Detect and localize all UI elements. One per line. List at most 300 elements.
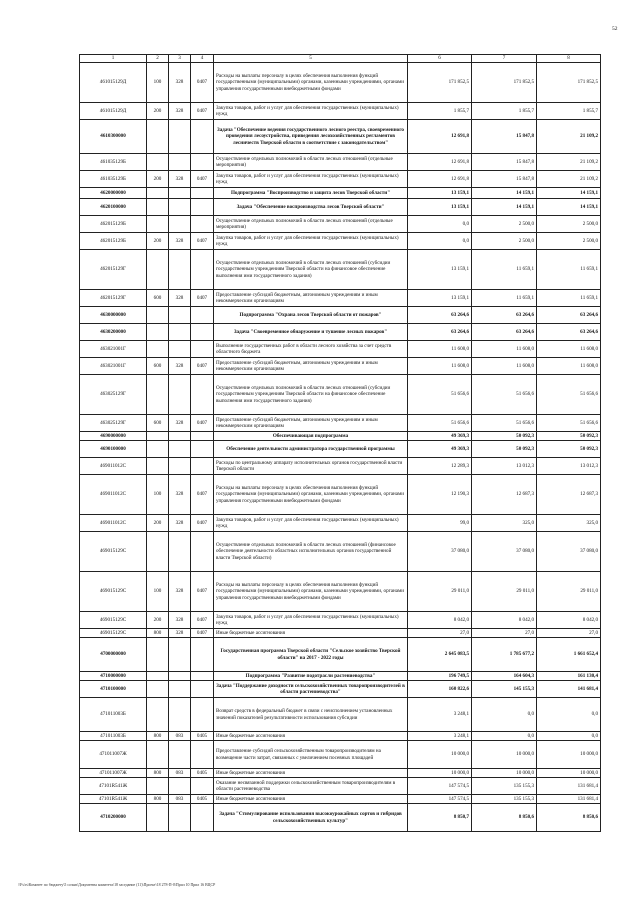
row-administrator: 328: [169, 515, 191, 532]
row-administrator: [169, 741, 191, 769]
row-code: 4710100000: [80, 681, 147, 698]
row-section: [191, 681, 214, 698]
row-code: 4630200000: [80, 324, 147, 341]
row-amount-year2: 11 608,0: [472, 358, 537, 375]
row-code: 4620100000: [80, 199, 147, 216]
row-name: Расходы на выплаты персоналу в целях обеспечения выполнения функций государственными (муниципальными) органами, казенными учреждениями, органами управления государственными внебюджетными фондами: [214, 475, 408, 515]
row-name: Предоставление субсидий бюджетным, автономным учреждениям и иным некоммерческим организациям: [214, 358, 408, 375]
row-code: 4620000000: [80, 188, 147, 199]
row-amount-year1: 10 000,0: [408, 769, 472, 778]
row-code: 469011012С: [80, 475, 147, 515]
row-amount-year3: 50 092,3: [537, 432, 601, 441]
row-expense-type: [147, 741, 169, 769]
row-code: 463025129Г: [80, 415, 147, 432]
row-administrator: 328: [169, 103, 191, 120]
row-amount-year1: 12 691,8: [408, 171, 472, 188]
row-code: 462015129Г: [80, 250, 147, 290]
row-amount-year2: 1 855,7: [472, 103, 537, 120]
row-section: [191, 672, 214, 681]
row-administrator: [169, 681, 191, 698]
row-code: 471011003Б: [80, 732, 147, 741]
row-expense-type: [147, 672, 169, 681]
row-amount-year2: 145 155,3: [472, 681, 537, 698]
row-expense-type: 200: [147, 171, 169, 188]
table-row: [80, 188, 601, 199]
row-amount-year2: 2 500,0: [472, 233, 537, 250]
row-amount-year3: 325,0: [537, 515, 601, 532]
row-amount-year1: 0,0: [408, 233, 472, 250]
table-row: [80, 358, 601, 375]
row-name: Иные бюджетные ассигнования: [214, 769, 408, 778]
row-amount-year3: 10 000,0: [537, 741, 601, 769]
row-amount-year3: 13 012,3: [537, 458, 601, 475]
row-administrator: 328: [169, 629, 191, 638]
row-code: 4710000000: [80, 672, 147, 681]
row-section: [191, 698, 214, 732]
row-amount-year2: 63 264,6: [472, 324, 537, 341]
row-name: Обеспечивающая подпрограмма: [214, 432, 408, 441]
row-administrator: [169, 250, 191, 290]
row-administrator: 083: [169, 769, 191, 778]
row-section: 0407: [191, 515, 214, 532]
row-amount-year1: 12 289,3: [408, 458, 472, 475]
header-cell: 2: [147, 55, 169, 63]
row-amount-year2: 15 847,8: [472, 154, 537, 171]
row-amount-year3: 29 011,0: [537, 572, 601, 612]
row-code: 461035129Б: [80, 154, 147, 171]
row-section: 0407: [191, 612, 214, 629]
row-name: Предоставление субсидий бюджетным, автономным учреждениям и иным некоммерческим организациям: [214, 290, 408, 307]
row-section: [191, 778, 214, 795]
row-code: 4610300000: [80, 120, 147, 154]
row-administrator: [169, 532, 191, 572]
table-row: [80, 638, 601, 672]
row-expense-type: [147, 778, 169, 795]
row-expense-type: 200: [147, 515, 169, 532]
row-name: Предоставление субсидий сельскохозяйственным товаропроизводителям на возмещение части затрат, связанных с увеличением посевных площадей: [214, 741, 408, 769]
row-name: Обеспечение деятельности администратора государственной программы: [214, 441, 408, 458]
row-administrator: 083: [169, 795, 191, 804]
table-row: [80, 532, 601, 572]
row-code: 47101R541Ж: [80, 778, 147, 795]
row-administrator: [169, 154, 191, 171]
row-amount-year1: 49 369,3: [408, 432, 472, 441]
row-name: Закупка товаров, работ и услуг для обеспечения государственных (муниципальных) нужд: [214, 103, 408, 120]
table-row: [80, 103, 601, 120]
row-amount-year3: 131 681,4: [537, 778, 601, 795]
row-administrator: [169, 432, 191, 441]
row-section: [191, 199, 214, 216]
row-administrator: 328: [169, 572, 191, 612]
row-section: [191, 324, 214, 341]
row-name: Осуществление отдельных полномочий в области лесных отношений (отдельные мероприятия): [214, 216, 408, 233]
row-expense-type: 200: [147, 612, 169, 629]
table-row: [80, 612, 601, 629]
row-code: 4700000000: [80, 638, 147, 672]
row-code: 471011003Б: [80, 698, 147, 732]
row-expense-type: [147, 216, 169, 233]
row-section: [191, 216, 214, 233]
row-amount-year3: 141 681,4: [537, 681, 601, 698]
row-administrator: [169, 672, 191, 681]
table-row: [80, 698, 601, 732]
row-expense-type: [147, 375, 169, 415]
file-path-footer: \\Fs\rs\Комитет по бюджету\5 созыв\Документы комитета\18 заседание (11)\Проект\18 278-П-0\Прил 10 Прил 16 ВЦСР: [18, 883, 216, 887]
row-amount-year1: 11 608,0: [408, 341, 472, 358]
row-amount-year2: 0,0: [472, 732, 537, 741]
row-amount-year1: 12 190,3: [408, 475, 472, 515]
row-administrator: 328: [169, 612, 191, 629]
row-amount-year3: 21 109,2: [537, 120, 601, 154]
row-amount-year1: 196 749,5: [408, 672, 472, 681]
table-row: [80, 741, 601, 769]
row-amount-year3: 11 608,0: [537, 358, 601, 375]
row-amount-year1: 3 248,1: [408, 732, 472, 741]
row-code: 462015129Б: [80, 233, 147, 250]
row-administrator: [169, 778, 191, 795]
table-row: [80, 341, 601, 358]
row-name: Осуществление отдельных полномочий в области лесных отношений (субсидии государственным учреждениям Тверской области на финансовое обеспечение выполнения ими государственного задания): [214, 250, 408, 290]
row-amount-year3: 0,0: [537, 732, 601, 741]
table-row: [80, 154, 601, 171]
row-amount-year1: 12 691,8: [408, 154, 472, 171]
table-row: [80, 233, 601, 250]
row-amount-year1: 160 822,6: [408, 681, 472, 698]
row-code: 463021001Г: [80, 341, 147, 358]
row-expense-type: [147, 804, 169, 832]
row-code: 4710200000: [80, 804, 147, 832]
row-amount-year3: 37 080,0: [537, 532, 601, 572]
table-row: [80, 795, 601, 804]
page-number: 52: [612, 26, 618, 32]
row-administrator: 328: [169, 290, 191, 307]
row-code: 469011012С: [80, 458, 147, 475]
table-row: [80, 307, 601, 324]
table-row: [80, 415, 601, 432]
row-amount-year2: 29 011,0: [472, 572, 537, 612]
row-amount-year2: 11 659,1: [472, 290, 537, 307]
row-section: [191, 120, 214, 154]
row-amount-year2: 325,0: [472, 515, 537, 532]
row-expense-type: [147, 638, 169, 672]
row-amount-year3: 21 109,2: [537, 171, 601, 188]
row-amount-year3: 2 500,0: [537, 233, 601, 250]
row-amount-year1: 0,0: [408, 216, 472, 233]
row-name: Задача "Обеспечение воспроизводства лесов Тверской области": [214, 199, 408, 216]
row-code: 4690100000: [80, 441, 147, 458]
table-row: [80, 63, 601, 103]
row-section: 0407: [191, 290, 214, 307]
row-name: Выполнение государственных работ в области лесного хозяйства за счет средств областного бюджета: [214, 341, 408, 358]
row-section: [191, 375, 214, 415]
row-amount-year1: 63 264,6: [408, 324, 472, 341]
row-amount-year1: 3 248,1: [408, 698, 472, 732]
table-row: [80, 804, 601, 832]
row-amount-year2: 14 159,1: [472, 199, 537, 216]
row-amount-year2: 0,0: [472, 698, 537, 732]
row-amount-year1: 13 159,1: [408, 188, 472, 199]
row-administrator: [169, 375, 191, 415]
row-amount-year2: 13 012,3: [472, 458, 537, 475]
row-section: [191, 307, 214, 324]
row-administrator: [169, 216, 191, 233]
row-expense-type: [147, 307, 169, 324]
row-amount-year3: 11 659,1: [537, 290, 601, 307]
table-row: [80, 375, 601, 415]
header-cell: 6: [408, 55, 472, 63]
row-name: Задача "Поддержание доходности сельскохозяйственных товаропроизводителей в области растениеводства": [214, 681, 408, 698]
row-administrator: [169, 698, 191, 732]
row-amount-year2: 8 042,0: [472, 612, 537, 629]
row-amount-year2: 37 080,0: [472, 532, 537, 572]
row-amount-year1: 99,0: [408, 515, 472, 532]
row-amount-year1: 49 369,3: [408, 441, 472, 458]
row-administrator: [169, 804, 191, 832]
row-expense-type: 600: [147, 290, 169, 307]
row-amount-year3: 12 687,3: [537, 475, 601, 515]
row-code: 463021001Г: [80, 358, 147, 375]
row-code: 469011012С: [80, 515, 147, 532]
row-code: 471011007Ж: [80, 741, 147, 769]
row-amount-year3: 10 000,0: [537, 769, 601, 778]
row-amount-year3: 8 042,0: [537, 612, 601, 629]
row-expense-type: [147, 324, 169, 341]
row-amount-year2: 14 159,1: [472, 188, 537, 199]
row-amount-year3: 27,0: [537, 629, 601, 638]
row-amount-year3: 11 659,1: [537, 250, 601, 290]
row-amount-year2: 10 000,0: [472, 769, 537, 778]
row-name: Закупка товаров, работ и услуг для обеспечения государственных (муниципальных) нужд: [214, 515, 408, 532]
row-amount-year2: 164 604,3: [472, 672, 537, 681]
row-administrator: 328: [169, 171, 191, 188]
row-expense-type: 100: [147, 475, 169, 515]
row-amount-year2: 135 155,3: [472, 778, 537, 795]
row-amount-year1: 8 850,7: [408, 804, 472, 832]
row-code: 463025129Г: [80, 375, 147, 415]
row-administrator: [169, 458, 191, 475]
row-section: [191, 638, 214, 672]
row-administrator: [169, 341, 191, 358]
row-amount-year3: 14 159,1: [537, 199, 601, 216]
row-code: 461015129Д: [80, 103, 147, 120]
header-row: [80, 55, 601, 63]
table-row: [80, 171, 601, 188]
row-administrator: 328: [169, 233, 191, 250]
row-expense-type: 100: [147, 572, 169, 612]
row-section: [191, 804, 214, 832]
row-expense-type: [147, 250, 169, 290]
row-section: [191, 188, 214, 199]
row-section: 0407: [191, 171, 214, 188]
row-amount-year1: 8 042,0: [408, 612, 472, 629]
row-section: 0405: [191, 732, 214, 741]
row-amount-year3: 0,0: [537, 698, 601, 732]
row-section: 0407: [191, 629, 214, 638]
table-row: [80, 475, 601, 515]
row-expense-type: [147, 341, 169, 358]
row-name: Расходы на выплаты персоналу в целях обеспечения выполнения функций государственными (муниципальными) органами, казенными учреждениями, органами управления государственными внебюджетными фондами: [214, 63, 408, 103]
row-section: 0405: [191, 795, 214, 804]
row-expense-type: [147, 458, 169, 475]
row-code: 471011007Ж: [80, 769, 147, 778]
header-cell: 7: [472, 55, 537, 63]
table-body: [80, 55, 601, 832]
row-expense-type: 100: [147, 63, 169, 103]
row-administrator: [169, 638, 191, 672]
row-expense-type: [147, 188, 169, 199]
row-amount-year1: 63 264,6: [408, 307, 472, 324]
row-name: Иные бюджетные ассигнования: [214, 795, 408, 804]
table-row: [80, 769, 601, 778]
row-section: 0405: [191, 769, 214, 778]
row-section: [191, 532, 214, 572]
row-amount-year2: 10 000,0: [472, 741, 537, 769]
row-amount-year2: 51 656,6: [472, 375, 537, 415]
row-administrator: 328: [169, 358, 191, 375]
row-amount-year2: 63 264,6: [472, 307, 537, 324]
table-row: [80, 672, 601, 681]
row-amount-year1: 11 608,0: [408, 358, 472, 375]
header-cell: 1: [80, 55, 147, 63]
row-expense-type: [147, 199, 169, 216]
row-amount-year2: 2 500,0: [472, 216, 537, 233]
header-cell: 3: [169, 55, 191, 63]
table-row: [80, 120, 601, 154]
row-amount-year1: 13 159,1: [408, 250, 472, 290]
row-amount-year2: 8 850,6: [472, 804, 537, 832]
table-row: [80, 681, 601, 698]
row-amount-year2: 50 092,3: [472, 441, 537, 458]
row-amount-year3: 131 681,4: [537, 795, 601, 804]
row-name: Задача "Стимулирование использования высокоурожайных сортов и гибридов сельскохозяйственных культур": [214, 804, 408, 832]
row-amount-year3: 2 500,0: [537, 216, 601, 233]
row-amount-year3: 1 661 652,4: [537, 638, 601, 672]
table-row: [80, 432, 601, 441]
row-amount-year1: 147 574,5: [408, 795, 472, 804]
row-expense-type: 600: [147, 415, 169, 432]
row-administrator: 083: [169, 732, 191, 741]
budget-table: [79, 54, 601, 832]
row-amount-year1: 29 011,0: [408, 572, 472, 612]
row-expense-type: [147, 698, 169, 732]
row-amount-year1: 12 691,8: [408, 120, 472, 154]
row-name: Оказание несвязанной поддержки сельскохозяйственным товаропроизводителям в области растениеводства: [214, 778, 408, 795]
row-expense-type: 800: [147, 795, 169, 804]
row-section: [191, 341, 214, 358]
row-amount-year1: 13 159,1: [408, 199, 472, 216]
row-amount-year3: 63 264,6: [537, 324, 601, 341]
row-section: [191, 741, 214, 769]
row-expense-type: [147, 432, 169, 441]
table-row: [80, 216, 601, 233]
row-amount-year3: 63 264,6: [537, 307, 601, 324]
row-amount-year2: 1 785 677,2: [472, 638, 537, 672]
row-section: 0407: [191, 358, 214, 375]
row-section: 0407: [191, 233, 214, 250]
row-expense-type: [147, 681, 169, 698]
row-amount-year3: 171 852,5: [537, 63, 601, 103]
row-amount-year3: 51 656,6: [537, 375, 601, 415]
row-name: Подпрограмма "Охрана лесов Тверской области от пожаров": [214, 307, 408, 324]
row-name: Закупка товаров, работ и услуг для обеспечения государственных (муниципальных) нужд: [214, 233, 408, 250]
row-amount-year1: 2 645 083,5: [408, 638, 472, 672]
row-amount-year1: 10 000,0: [408, 741, 472, 769]
row-code: 461035129Б: [80, 171, 147, 188]
row-name: Задача "Обеспечение ведения государственного лесного реестра, своевременного проведения лесоустройства, приведения лесохозяйственных регламентов лесничеств Тверской области в соответствие с законодательством": [214, 120, 408, 154]
row-name: Осуществление отдельных полномочий в области лесных отношений (финансовое обеспечение деятельности областных исполнительных органов государственной власти Тверской области): [214, 532, 408, 572]
row-name: Расходы по центральному аппарату исполнительных органов государственной власти Тверской области: [214, 458, 408, 475]
row-amount-year2: 27,0: [472, 629, 537, 638]
row-amount-year1: 13 159,1: [408, 290, 472, 307]
row-amount-year3: 161 130,4: [537, 672, 601, 681]
row-name: Закупка товаров, работ и услуг для обеспечения государственных (муниципальных) нужд: [214, 171, 408, 188]
table-row: [80, 572, 601, 612]
row-expense-type: 800: [147, 732, 169, 741]
row-administrator: [169, 199, 191, 216]
table-row: [80, 250, 601, 290]
row-name: Иные бюджетные ассигнования: [214, 732, 408, 741]
row-amount-year2: 11 659,1: [472, 250, 537, 290]
header-cell: 5: [214, 55, 408, 63]
row-administrator: 328: [169, 63, 191, 103]
row-amount-year1: 27,0: [408, 629, 472, 638]
row-name: Государственная программа Тверской области "Сельское хозяйство Тверской области" на 2017 - 2022 годы: [214, 638, 408, 672]
row-amount-year2: 51 656,6: [472, 415, 537, 432]
row-amount-year2: 15 847,8: [472, 120, 537, 154]
header-cell: 4: [191, 55, 214, 63]
row-code: 47101R541Ж: [80, 795, 147, 804]
row-code: 469015129С: [80, 612, 147, 629]
row-amount-year1: 51 656,6: [408, 415, 472, 432]
table-row: [80, 290, 601, 307]
table-row: [80, 515, 601, 532]
row-section: 0407: [191, 415, 214, 432]
row-expense-type: 800: [147, 629, 169, 638]
row-code: 462015129Г: [80, 290, 147, 307]
row-amount-year3: 21 109,2: [537, 154, 601, 171]
row-amount-year3: 50 092,3: [537, 441, 601, 458]
row-section: [191, 154, 214, 171]
row-amount-year1: 1 855,7: [408, 103, 472, 120]
row-expense-type: 200: [147, 103, 169, 120]
row-administrator: [169, 120, 191, 154]
row-section: 0407: [191, 63, 214, 103]
table-row: [80, 732, 601, 741]
row-expense-type: 600: [147, 358, 169, 375]
row-amount-year2: 135 155,3: [472, 795, 537, 804]
row-amount-year2: 12 687,3: [472, 475, 537, 515]
row-section: 0407: [191, 103, 214, 120]
row-section: [191, 250, 214, 290]
row-administrator: [169, 188, 191, 199]
row-amount-year3: 1 855,7: [537, 103, 601, 120]
header-cell: 8: [537, 55, 601, 63]
row-name: Закупка товаров, работ и услуг для обеспечения государственных (муниципальных) нужд: [214, 612, 408, 629]
table-row: [80, 441, 601, 458]
row-name: Задача "Своевременное обнаружение и тушение лесных пожаров": [214, 324, 408, 341]
row-amount-year1: 37 080,0: [408, 532, 472, 572]
row-name: Подпрограмма "Воспроизводство и защита лесов Тверской области": [214, 188, 408, 199]
row-name: Предоставление субсидий бюджетным, автономным учреждениям и иным некоммерческим организациям: [214, 415, 408, 432]
row-section: 0407: [191, 572, 214, 612]
row-name: Осуществление отдельных полномочий в области лесных отношений (субсидии государственным учреждениям Тверской области на финансовое обеспечение выполнения ими государственного задания): [214, 375, 408, 415]
table-row: [80, 199, 601, 216]
row-administrator: [169, 307, 191, 324]
row-code: 469015129С: [80, 532, 147, 572]
table-row: [80, 324, 601, 341]
row-code: 4630000000: [80, 307, 147, 324]
row-name: Подпрограмма "Развитие подотрасли растениеводства": [214, 672, 408, 681]
